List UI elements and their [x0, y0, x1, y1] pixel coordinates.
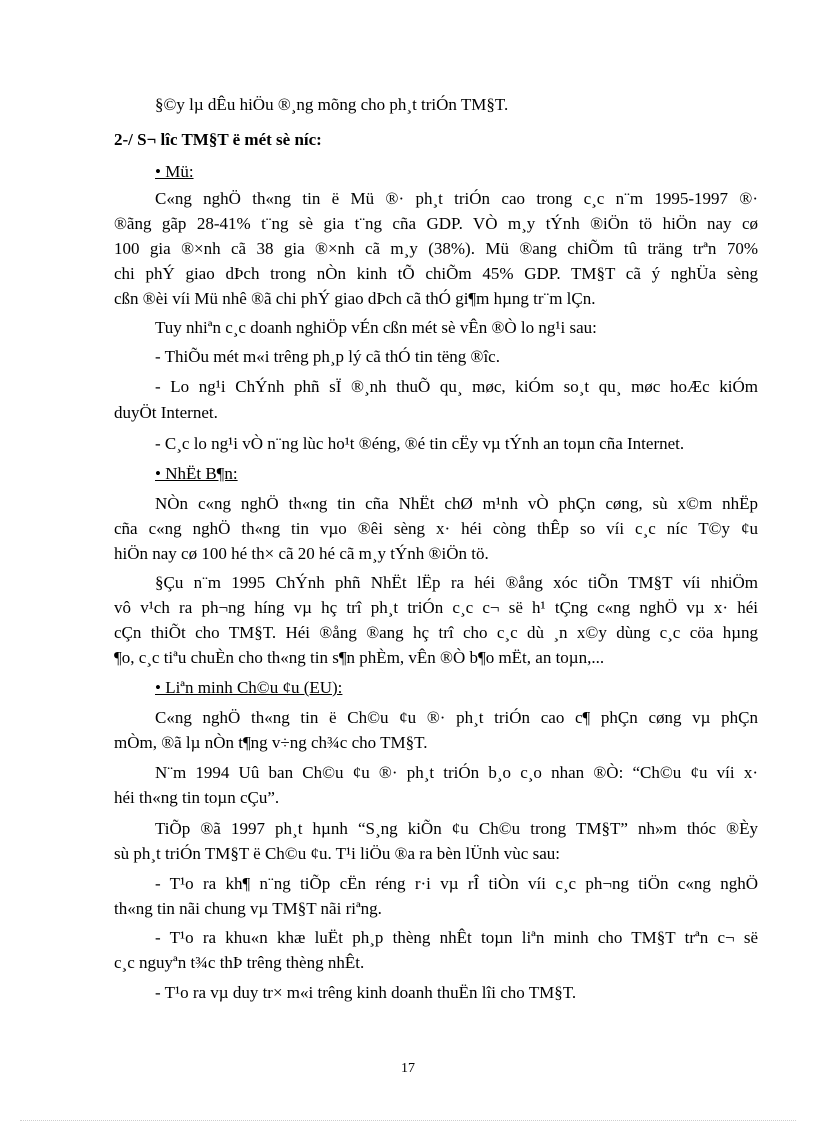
text-line: héi th«ng tin toµn cÇu”. — [114, 788, 280, 807]
text-line: §Çu n¨m 1995 ChÝnh phñ NhËt lËp ra héi ®ång xóc tiÕn TM§T víi nhiÖm — [155, 573, 758, 592]
text-line: C«ng nghÖ th«ng tin ë Ch©u ¢u ®· ph¸t triÓn cao c¶ phÇn cøng vµ phÇn — [155, 708, 758, 727]
text-line: c¸c nguyªn t¾c thÞ trêng thèng nhÊt. — [114, 953, 365, 972]
text-line: - T¹o ra kh¶ n¨ng tiÕp cËn réng r·i vµ rÎ tiÒn víi c¸c ph¬ng tiÖn c«ng nghÖ — [155, 874, 758, 893]
text-line: hiÖn nay cø 100 hé th× cã 20 hé cã m¸y tÝnh ®iÖn tö. — [114, 544, 489, 563]
page-bottom-divider — [20, 1120, 796, 1121]
text-line: C«ng nghÖ th«ng tin ë Mü ®· ph¸t triÓn cao trong c¸c n¨m 1995-1997 ®· — [155, 189, 758, 208]
text-line: 100 gia ®×nh cã 38 gia ®×nh cã m¸y (38%). Mü ®ang chiÕm tû träng trªn 70% — [114, 239, 758, 258]
text-line: N¨m 1994 Uû ban Ch©u ¢u ®· ph¸t triÓn b¸o c¸o nhan ®Ò: “Ch©u ¢u víi x· — [155, 763, 758, 782]
text-line: vô v¹ch ra ph¬ng híng vµ hç trî ph¸t triÓn c¸c c¬ së h¹ tÇng c«ng nghÖ vµ x· héi — [114, 598, 758, 617]
text-line: - Lo ng¹i ChÝnh phñ sÏ ®¸nh thuÕ qu¸ møc, kiÓm so¸t qu¸ møc hoÆc kiÓm — [155, 377, 758, 396]
text-line: - T¹o ra vµ duy tr× m«i trêng kinh doanh thuËn lîi cho TM§T. — [155, 983, 577, 1002]
text-line: cßn ®èi víi Mü nhê ®ã chi phÝ giao dÞch cã thÓ gi¶m hµng tr¨m lÇn. — [114, 289, 596, 308]
text-line: - C¸c lo ng¹i vÒ n¨ng lùc ho¹t ®éng, ®é tin cËy vµ tÝnh an toµn cña Internet. — [155, 434, 685, 453]
text-line: §©y lµ dÊu hiÖu ®¸ng mõng cho ph¸t triÓn TM§T. — [155, 95, 509, 114]
text-line: duyÖt Internet. — [114, 403, 218, 422]
text-line: - T¹o ra khu«n khæ luËt ph¸p thèng nhÊt toµn liªn minh cho TM§T trªn c¬ së — [155, 928, 758, 947]
subheading-eu: • Liªn minh Ch©u ¢u (EU): — [155, 678, 343, 697]
page-number: 17 — [401, 1061, 415, 1076]
text-line: TiÕp ®ã 1997 ph¸t hµnh “S¸ng kiÕn ¢u Ch©u trong TM§T” nh»m thóc ®Èy — [155, 819, 758, 838]
text-line: ®ãng gãp 28-41% t¨ng sè gia t¨ng cña GDP. VÒ m¸y tÝnh ®iÖn tö hiÖn nay cø — [114, 214, 758, 233]
text-line: cña c«ng nghÖ th«ng tin vµo ®êi sèng x· héi còng thÊp so víi c¸c níc T©y ¢u — [114, 519, 758, 538]
text-line: ¶o, c¸c tiªu chuÈn cho th«ng tin s¶n phÈm, vÊn ®Ò b¶o mËt, an toµn,... — [114, 648, 605, 667]
text-line: chi phÝ giao dÞch trong nÒn kinh tÕ chiÕm 45% GDP. TM§T cã ý nghÜa sèng — [114, 264, 758, 283]
text-line: - ThiÕu mét m«i trêng ph¸p lý cã thÓ tin tëng ®îc. — [155, 347, 500, 366]
text-line: cÇn thiÕt cho TM§T. Héi ®ång ®ang hç trî cho c¸c dù ¸n x©y dùng c¸c cöa hµng — [114, 623, 758, 642]
text-line: sù ph¸t triÓn TM§T ë Ch©u ¢u. T¹i liÖu ®a ra bèn lÜnh vùc sau: — [114, 844, 560, 863]
subheading-nhat-ban: • NhËt B¶n: — [155, 464, 238, 483]
text-line: Tuy nhiªn c¸c doanh nghiÖp vÉn cßn mét sè vÊn ®Ò lo ng¹i sau: — [155, 318, 597, 337]
subheading-my: • Mü: — [155, 162, 194, 181]
text-line: NÒn c«ng nghÖ th«ng tin cña NhËt chØ m¹nh vÒ phÇn cøng, sù x©m nhËp — [155, 494, 758, 513]
section-heading: 2-/ S¬ lîc TM§T ë mét sè níc: — [114, 130, 322, 149]
text-line: th«ng tin nãi chung vµ TM§T nãi riªng. — [114, 899, 382, 918]
text-line: mÒm, ®ã lµ nÒn t¶ng v÷ng ch¾c cho TM§T. — [114, 733, 428, 752]
